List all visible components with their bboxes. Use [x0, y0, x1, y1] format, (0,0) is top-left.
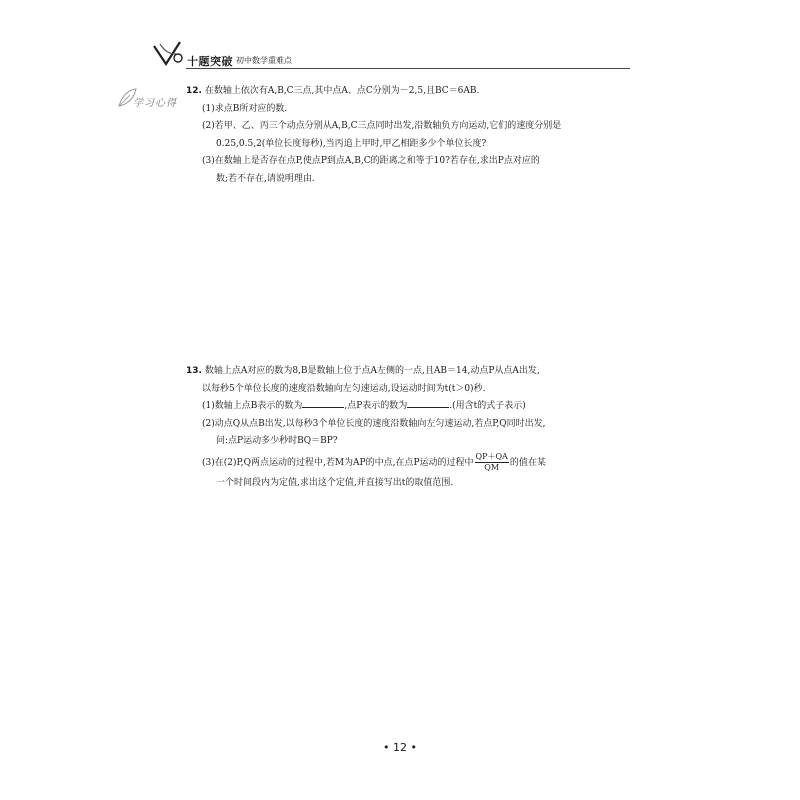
q12-stem: 在数轴上依次有A,B,C三点,其中点A、点C分别为－2,5,且BC＝6AB.: [204, 86, 480, 96]
q12-stem-line: [186, 83, 636, 101]
q12-number: 12.: [186, 86, 202, 96]
study-notes-label: 学习心得: [133, 98, 177, 109]
q13-part-1-text-c: .(用含t的式子表示): [449, 401, 526, 411]
fraction-denominator: QM: [484, 462, 500, 472]
answer-blank-p[interactable]: [407, 398, 449, 408]
q13-number: 13.: [186, 366, 202, 376]
q13-part-1: [186, 398, 636, 416]
q13-part-3-text-a: (3)在(2)P,Q两点运动的过程中,若M为AP的中点,在点P运动的过程中: [202, 457, 474, 468]
q13-stem-line-1: [186, 363, 636, 381]
series-title: 十题突破: [187, 55, 233, 68]
fraction-numerator: QP＋QA: [475, 451, 508, 461]
q12-part-1: (1)求点B所对应的数.: [202, 103, 288, 114]
q12-part-3-line-2: 数;若不存在,请说明理由.: [216, 173, 315, 184]
answer-blank-b[interactable]: [302, 398, 344, 408]
header-subtitle: 初中数学重难点: [236, 56, 292, 65]
q13-part-2-line-1: (2)动点Q从点B出发,以每秒3个单位长度的速度沿数轴向左匀速运动,若点P,Q同时出发,: [202, 418, 546, 429]
header-rule: [186, 68, 630, 69]
q13-part-3-line-2: 一个时间段内为定值,求出这个定值,并直接写出t的取值范围.: [216, 477, 454, 488]
q13-part-1-text-a: (1)数轴上点B表示的数为: [202, 401, 303, 411]
q12-part-2-line-2: 0.25,0.5,2(单位长度每秒),当丙追上甲时,甲乙相距多少个单位长度?: [216, 138, 487, 149]
book-logo-icon: [150, 40, 186, 68]
ratio-fraction: [475, 452, 509, 473]
page-number: • 12 •: [383, 741, 417, 754]
q13-part-3-text-b: 的值在某: [509, 457, 546, 468]
q13-part-2-line-2: 问:点P运动多少秒时BQ＝BP?: [216, 436, 338, 446]
question-12: [186, 83, 636, 188]
q12-part-3-line-1: (3)在数轴上是否存在点P,使点P到点A,B,C的距离之和等于10?若存在,求出P点对应的: [202, 156, 540, 166]
question-13: [186, 363, 636, 492]
q13-stem-1: 数轴上点A对应的数为8,B是数轴上位于点A左侧的一点,且AB＝14,动点P从点A出发,: [204, 366, 540, 376]
q13-stem-line-2: 以每秒5个单位长度的速度沿数轴向左匀速运动,设运动时间为t(t＞0)秒.: [202, 383, 486, 394]
q13-part-3-line-1: [186, 451, 636, 475]
q13-part-1-text-b: ,点P表示的数为: [344, 401, 408, 411]
q12-part-2-line-1: (2)若甲、乙、丙三个动点分别从A,B,C三点同时出发,沿数轴负方向运动,它们的速度分别是: [202, 121, 562, 131]
